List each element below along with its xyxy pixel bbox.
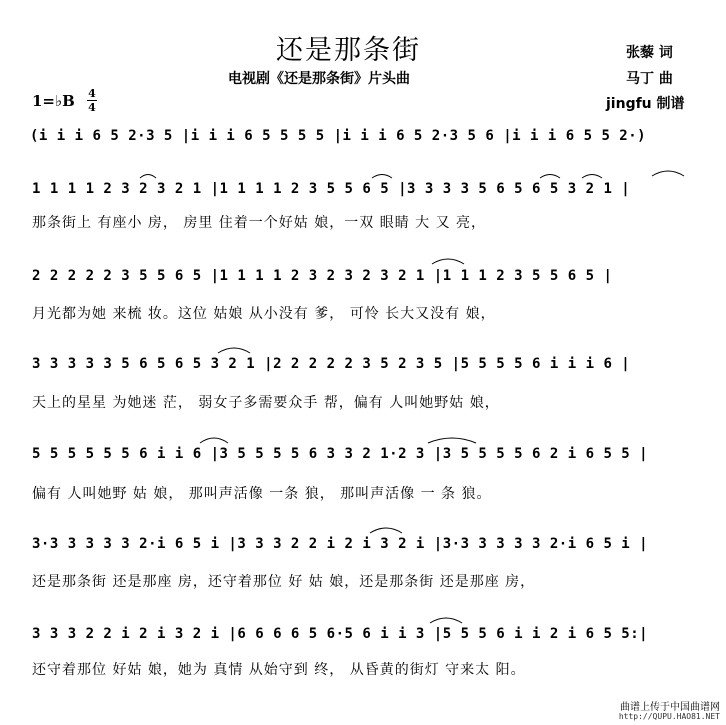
slur-mark (652, 171, 684, 176)
slur-mark (582, 175, 602, 179)
staff-6-notation: 3 3 3 2 2 i 2 i 3 2 i |6 6 6 6 5 6·5 6 i i 3 |5 5 5 6 i i 2 i 6 5 5:| (32, 626, 649, 642)
footer-site-text: 曲谱上传于中国曲谱网 (620, 702, 720, 713)
slur-mark (372, 175, 392, 179)
time-signature-top: 4 (88, 87, 96, 100)
staff-intro-notation: (i i i 6 5 2·3 5 |i i i 6 5 5 5 5 |i i i 6 5 2·3 5 6 |i i i 6 5 5 2·) (30, 128, 647, 144)
slur-mark (200, 438, 228, 443)
arranger-credit: jingfu 制谱 (606, 96, 685, 112)
time-signature-bottom: 4 (88, 101, 96, 114)
slur-mark (540, 175, 560, 179)
slur-mark (428, 438, 476, 443)
staff-4-notation: 5 5 5 5 5 5 6 i i 6 |3 5 5 5 5 6 3 3 2 1·2 3 |3 5 5 5 5 6 2 i 6 5 5 | (32, 446, 649, 462)
staff-5-lyrics: 还是那条街 还是那座 房，还守着那位 好 姑 娘，还是那条街 还是那座 房， (32, 574, 536, 590)
subtitle: 电视剧《还是那条街》片头曲 (228, 71, 410, 87)
composer-credit: 马丁 曲 (626, 71, 673, 87)
staff-3-notation: 3 3 3 3 3 5 6 5 6 5 3 2 1 |2 2 2 2 2 3 5 2 3 5 |5 5 5 5 6 i i i 6 | (32, 356, 631, 372)
slur-mark (370, 528, 402, 533)
slur-mark (430, 618, 462, 623)
slur-mark (140, 175, 156, 179)
staff-4-lyrics: 偏有 人叫她野 姑 娘， 那叫声活像 一条 狼， 那叫声活像 一 条 狼。 (32, 486, 492, 502)
slur-mark (218, 348, 250, 353)
staff-3-lyrics: 天上的星星 为她迷 茫， 弱女子多需要众手 帮，偏有 人叫她野姑 娘， (32, 395, 500, 411)
footer-url: http://QUPU.HAO81.NET (618, 712, 720, 721)
staff-2-notation: 2 2 2 2 2 3 5 5 6 5 |1 1 1 1 2 3 2 3 2 3 2 1 |1 1 1 2 3 5 5 6 5 | (32, 268, 613, 284)
staff-6-lyrics: 还守着那位 好姑 娘，她为 真情 从始守到 终， 从昏黄的街灯 守来太 阳。 (32, 662, 526, 678)
key-signature: 1=♭B (32, 92, 75, 110)
staff-1-notation: 1 1 1 1 2 3 2 3 2 1 |1 1 1 1 2 3 5 5 6 5 |3 3 3 3 5 6 5 6 5 3 2 1 | (32, 181, 631, 197)
page-title: 还是那条街 (276, 35, 421, 66)
slur-mark (432, 259, 464, 264)
staff-2-lyrics: 月光都为她 来梳 妆。这位 姑娘 从小没有 爹， 可怜 长大又没有 娘， (32, 306, 496, 322)
lyricist-credit: 张藜 词 (626, 45, 673, 61)
staff-5-notation: 3·3 3 3 3 3 2·i 6 5 i |3 3 3 2 2 i 2 i 3 2 i |3·3 3 3 3 3 2·i 6 5 i | (32, 536, 649, 552)
staff-1-lyrics: 那条街上 有座小 房， 房里 住着一个好姑 娘，一双 眼睛 大 又 亮， (32, 215, 487, 231)
